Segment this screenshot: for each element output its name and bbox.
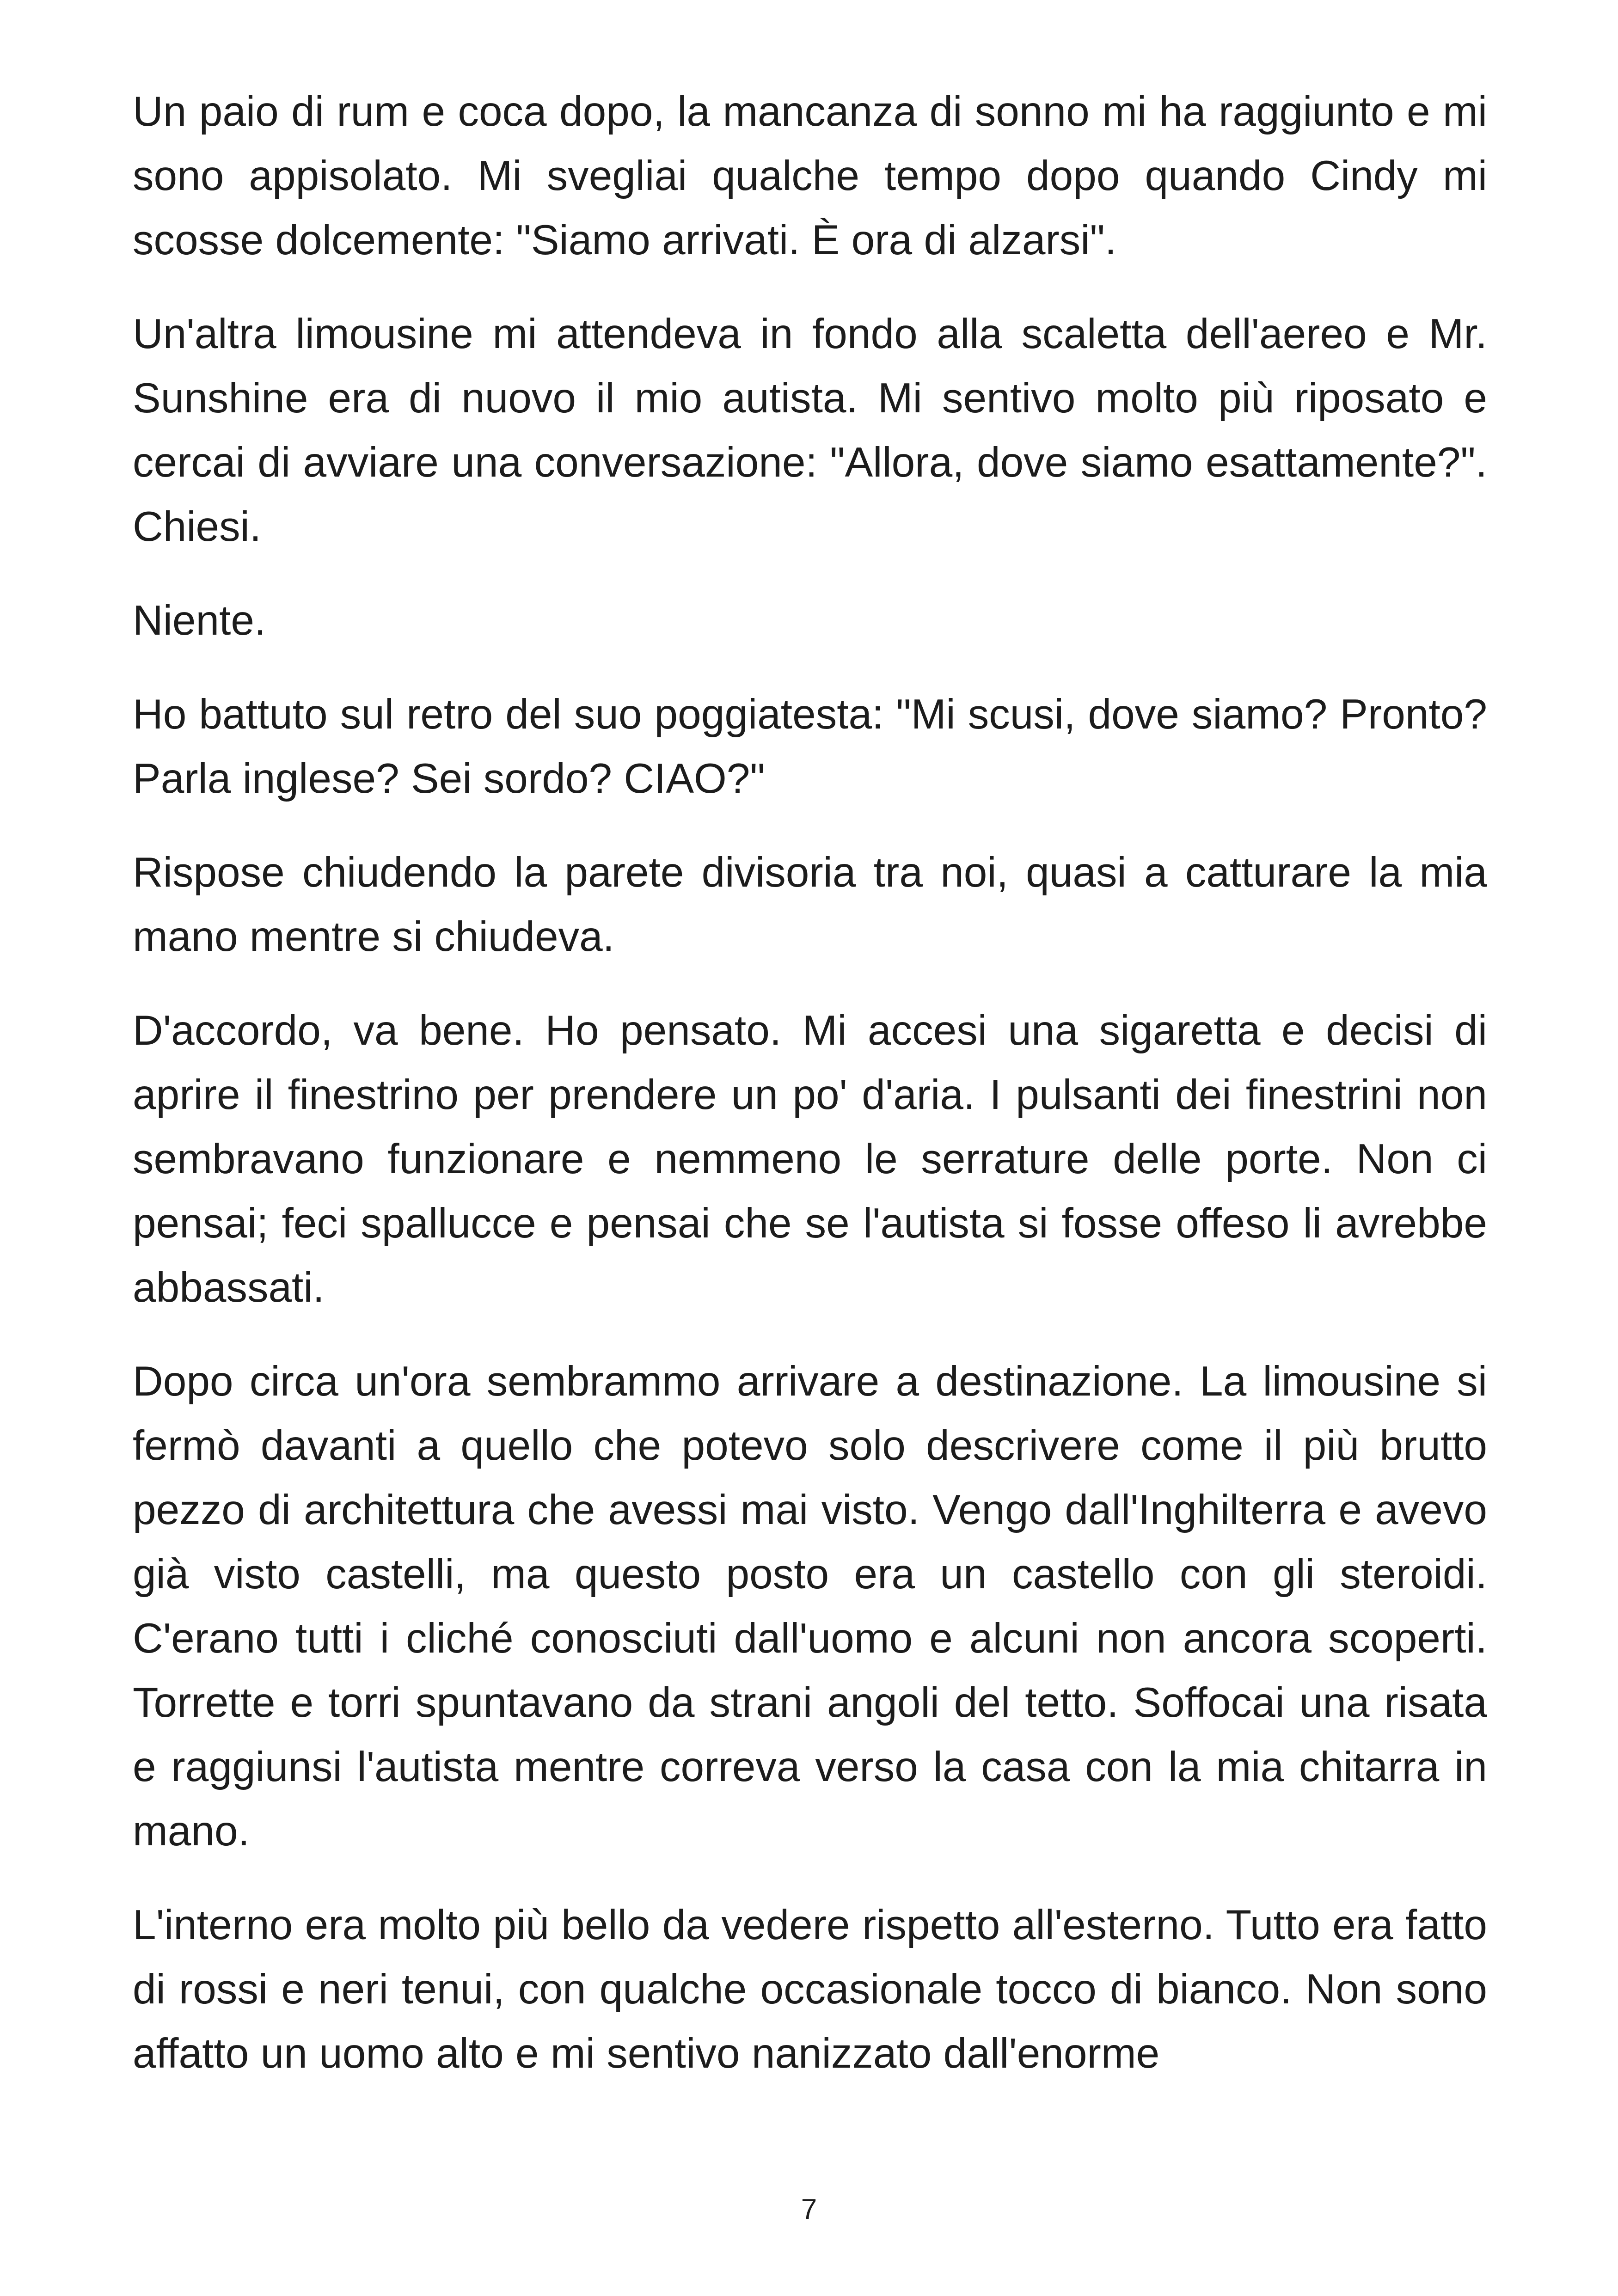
paragraph-3: Niente. <box>133 597 266 644</box>
paragraph-8: L'interno era molto più bello da vedere rispetto all'esterno. Tutto era fatto di rossi e neri tenui, con qualche occasionale tocco di bianco. Non sono affatto un uomo alto e mi sentivo nanizzato dall'enorme <box>133 1902 1487 2077</box>
paragraph-1: Un paio di rum e coca dopo, la mancanza di sonno mi ha raggiunto e mi sono appisolato. Mi svegliai qualche tempo dopo quando Cindy mi scosse dolcemente: "Siamo arrivati. È ora di alzarsi". <box>133 88 1487 263</box>
page-number: 7 <box>801 2193 817 2225</box>
paragraph-4: Ho battuto sul retro del suo poggiatesta: "Mi scusi, dove siamo? Pronto? Parla inglese? Sei sordo? CIAO?" <box>133 691 1487 802</box>
paragraph-2: Un'altra limousine mi attendeva in fondo alla scaletta dell'aereo e Mr. Sunshine era di nuovo il mio autista. Mi sentivo molto più riposato e cercai di avviare una conversazione: "Allora, dove siamo esattamente?". Chiesi. <box>133 311 1487 550</box>
paragraph-7: Dopo circa un'ora sembrammo arrivare a destinazione. La limousine si fermò davanti a quello che potevo solo descrivere come il più brutto pezzo di architettura che avessi mai visto. Vengo dall'Inghilterra e avevo già visto castelli, ma questo posto era un castello con gli steroidi. C'erano tutti i cliché conosciuti dall'uomo e alcuni non ancora scoperti. Torrette e torri spuntavano da strani angoli del tetto. Soffocai una risata e raggiunsi l'autista mentre correva verso la casa con la mia chitarra in mano. <box>133 1358 1487 1855</box>
paragraph-6: D'accordo, va bene. Ho pensato. Mi accesi una sigaretta e decisi di aprire il finestrino per prendere un po' d'aria. I pulsanti dei finestrini non sembravano funzionare e nemmeno le serrature delle porte. Non ci pensai; feci spallucce e pensai che se l'autista si fosse offeso li avrebbe abbassati. <box>133 1007 1487 1311</box>
paragraph-5: Rispose chiudendo la parete divisoria tra noi, quasi a catturare la mia mano mentre si chiudeva. <box>133 849 1487 960</box>
body-text <box>133 80 1487 2115</box>
